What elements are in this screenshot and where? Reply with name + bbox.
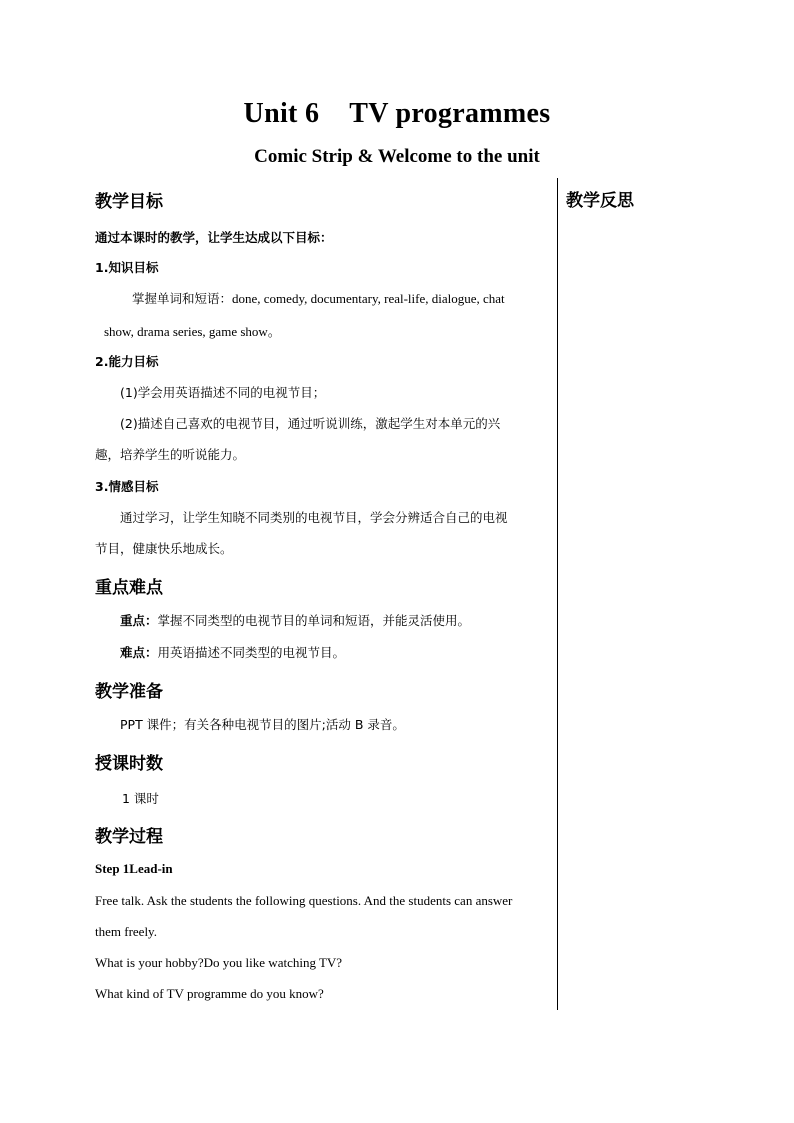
column-divider	[557, 178, 558, 1010]
knowledge-words-1: done, comedy, documentary, real-life, dialogue, chat	[232, 291, 505, 306]
knowledge-line-2: show, drama series, game show。	[104, 324, 281, 339]
knowledge-line-1	[132, 289, 505, 308]
hours-heading: 授课时数	[95, 754, 163, 774]
ability-item-1: (1)学会用英语描述不同的电视节目；	[120, 385, 326, 400]
difficult-point	[120, 643, 345, 661]
title-topic: TV programmes	[349, 98, 551, 129]
title-unit: Unit 6	[243, 98, 320, 129]
process-line-4: What kind of TV programme do you know?	[95, 986, 324, 1001]
process-line-2: them freely.	[95, 924, 157, 939]
key-text: 掌握不同类型的电视节目的单词和短语，并能灵活使用。	[157, 613, 471, 628]
hours-text: 1 课时	[122, 791, 159, 806]
process-line-1: Free talk. Ask the students the following questions. And the students can answer	[95, 893, 513, 908]
objectives-heading: 教学目标	[95, 192, 163, 212]
objectives-intro: 通过本课时的教学，让学生达成以下目标：	[95, 230, 333, 245]
emotion-line-b: 节目，健康快乐地成长。	[95, 541, 233, 556]
ability-heading: 2.能力目标	[95, 354, 159, 369]
emotion-line-a: 通过学习，让学生知晓不同类别的电视节目，学会分辨适合自己的电视	[120, 510, 508, 525]
key-point	[120, 611, 470, 629]
knowledge-prefix: 掌握单词和短语：	[132, 291, 233, 306]
keypoints-heading: 重点难点	[95, 578, 163, 598]
key-label: 重点：	[120, 613, 158, 628]
step-1-heading: Step 1Lead-in	[95, 861, 173, 876]
knowledge-heading: 1.知识目标	[95, 260, 159, 275]
emotion-heading: 3.情感目标	[95, 479, 159, 494]
ability-item-2b: 趣，培养学生的听说能力。	[95, 447, 246, 462]
process-line-3: What is your hobby?Do you like watching TV?	[95, 955, 343, 970]
process-heading: 教学过程	[95, 827, 163, 847]
document-title	[0, 98, 794, 130]
ability-item-2a: (2)描述自己喜欢的电视节目，通过听说训练，激起学生对本单元的兴	[120, 416, 501, 431]
difficult-text: 用英语描述不同类型的电视节目。	[157, 645, 346, 660]
preparation-heading: 教学准备	[95, 682, 163, 702]
document-subtitle: Comic Strip & Welcome to the unit	[254, 146, 540, 167]
preparation-text: PPT 课件；有关各种电视节目的图片;活动 B 录音。	[120, 717, 405, 732]
difficult-label: 难点：	[120, 645, 158, 660]
reflection-heading: 教学反思	[566, 191, 634, 211]
